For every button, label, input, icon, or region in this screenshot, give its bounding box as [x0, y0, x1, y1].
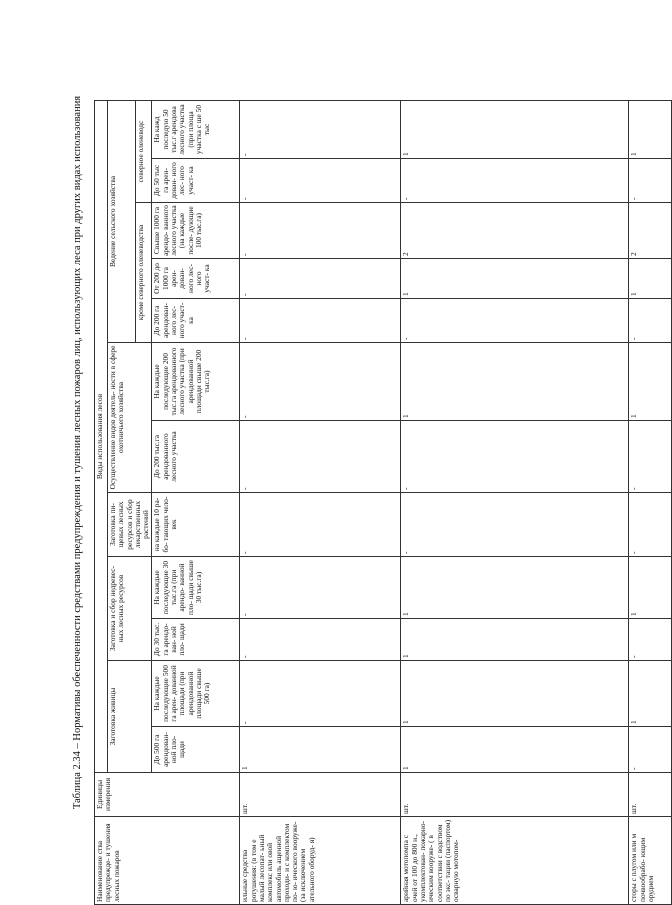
row-value-cell: -	[240, 343, 401, 421]
row-value-cell: 1	[401, 259, 629, 299]
row-name-cell: ильные средства ротушения: (в том е малый лесопат- ьный комплекс или овой автомобиль ащенной проходи- и с комплектом по- ю- ического вооруже- (за исключением ательного оборуд- я)	[240, 817, 401, 905]
header-group-all: Виды использования лесов	[95, 101, 108, 773]
header-leaf: От 200 до 1000 га арен- дован- ного лес- ного участ- ка	[152, 259, 240, 299]
header-group-reindeer: северное оленеводс	[135, 101, 152, 203]
row-unit-cell: шт.	[240, 773, 401, 817]
row-value-cell: -	[629, 159, 672, 203]
row-value-cell: -	[629, 299, 672, 343]
row-value-cell: 1	[401, 661, 629, 727]
header-row-1	[95, 101, 108, 905]
row-value-cell: -	[629, 727, 672, 773]
row-value-cell: 1	[629, 661, 672, 727]
table-row	[240, 101, 401, 905]
header-units-cell: Единицы измерения	[95, 773, 240, 817]
row-name-cell: арийная мотопомпа с очей от 100 до 800 н., укомплектован- пожарно- ическим вооруже- ( в соответствии с водством по экс- тации (паспортом) осварную мотопом-	[401, 817, 629, 905]
row-value-cell: -	[629, 493, 672, 557]
row-value-cell: 1	[629, 557, 672, 619]
row-value-cell: -	[629, 421, 672, 493]
table-caption: Таблица 2.34 – Нормативы обеспеченности средствами предупреждения и тушения лесных пожаров лиц, использующих леса при других видах использования	[72, 95, 83, 810]
row-value-cell: -	[240, 203, 401, 259]
row-value-cell: -	[401, 159, 629, 203]
row-unit-cell: шт.	[401, 773, 629, 817]
row-value-cell: -	[401, 421, 629, 493]
header-leaf: На каждые последующие 200 тыс.га арендованного лесного участка (при арендованной площади свыше 200 тыс.га)	[152, 343, 240, 421]
row-name-cell: сторы с плугом или м почвообрабо- ющим орудием	[629, 817, 672, 905]
row-value-cell: -	[240, 493, 401, 557]
header-group-timber: Заготовка живицы	[108, 661, 152, 773]
row-value-cell: 1	[401, 101, 629, 159]
row-value-cell: -	[240, 661, 401, 727]
header-leaf: До 500 га арендован- ной пло- щади	[152, 727, 240, 773]
header-group-not-reindeer: кроме северного оленеводства	[135, 203, 152, 343]
row-value-cell: -	[240, 557, 401, 619]
row-value-cell: -	[240, 159, 401, 203]
row-value-cell: -	[629, 619, 672, 661]
row-value-cell: 1	[240, 727, 401, 773]
row-value-cell: -	[240, 619, 401, 661]
header-leaf: До 50 тыс га арен- дован- ного лес- ного участ- ка	[152, 159, 240, 203]
row-value-cell: -	[401, 299, 629, 343]
row-unit-cell: шт.	[629, 773, 672, 817]
row-value-cell: -	[240, 259, 401, 299]
row-value-cell: -	[240, 299, 401, 343]
header-group-hunting: Осуществление видов деятель- ности в сфере охотничьего хозяйства	[108, 343, 152, 493]
row-value-cell: 1	[629, 343, 672, 421]
row-value-cell: 1	[401, 343, 629, 421]
header-group-agriculture: Ведение сельского хозяйства	[108, 101, 136, 343]
row-value-cell: -	[401, 493, 629, 557]
row-value-cell: 1	[401, 727, 629, 773]
norms-table	[94, 100, 672, 905]
row-value-cell: 2	[401, 203, 629, 259]
header-leaf: На кажд последую 50 тыс.г арендова лесного участка (при площа участка с ше 50 тыс	[152, 101, 240, 159]
header-group-food: Заготовка пи- щевых лесных ресурсов и сбор лекарственных растений	[108, 493, 152, 557]
header-leaf: На каждые последующие 500 га арен- дованной площади (при арендованной площади свыше 500 га)	[152, 661, 240, 727]
header-group-nonwood: Заготовка и сбор недревес- ных лесных ресурсов	[108, 557, 152, 661]
row-value-cell: -	[240, 421, 401, 493]
header-leaf: До 200 тыс.га арендованного лесного участка	[152, 421, 240, 493]
header-leaf: До 200 га арендован- ного лес- ного участ- ка	[152, 299, 240, 343]
header-leaf: на каждые 10 ра- бо- тающих чело- век	[152, 493, 240, 557]
table-row	[629, 101, 672, 905]
row-value-cell: -	[240, 101, 401, 159]
header-leaf: На каждые последующие 30 тыс.га (при арендо- ванной пло- щади свыше 30 тыс.га)	[152, 557, 240, 619]
row-value-cell: 1	[629, 259, 672, 299]
row-value-cell: 1	[629, 101, 672, 159]
row-value-cell: 1	[401, 619, 629, 661]
header-name-cell: Наименование ства предупрежде- и тушения лесных пожаров	[95, 817, 240, 905]
row-value-cell: 2	[629, 203, 672, 259]
table-row	[401, 101, 629, 905]
row-value-cell: 1	[401, 557, 629, 619]
header-leaf: До 30 тыс. га арендо- ван- ной пло- щади	[152, 619, 240, 661]
header-leaf: Свыше 1000 га арендо- ванного лесного участка (на каждые после- дующие 100 тыс.га)	[152, 203, 240, 259]
